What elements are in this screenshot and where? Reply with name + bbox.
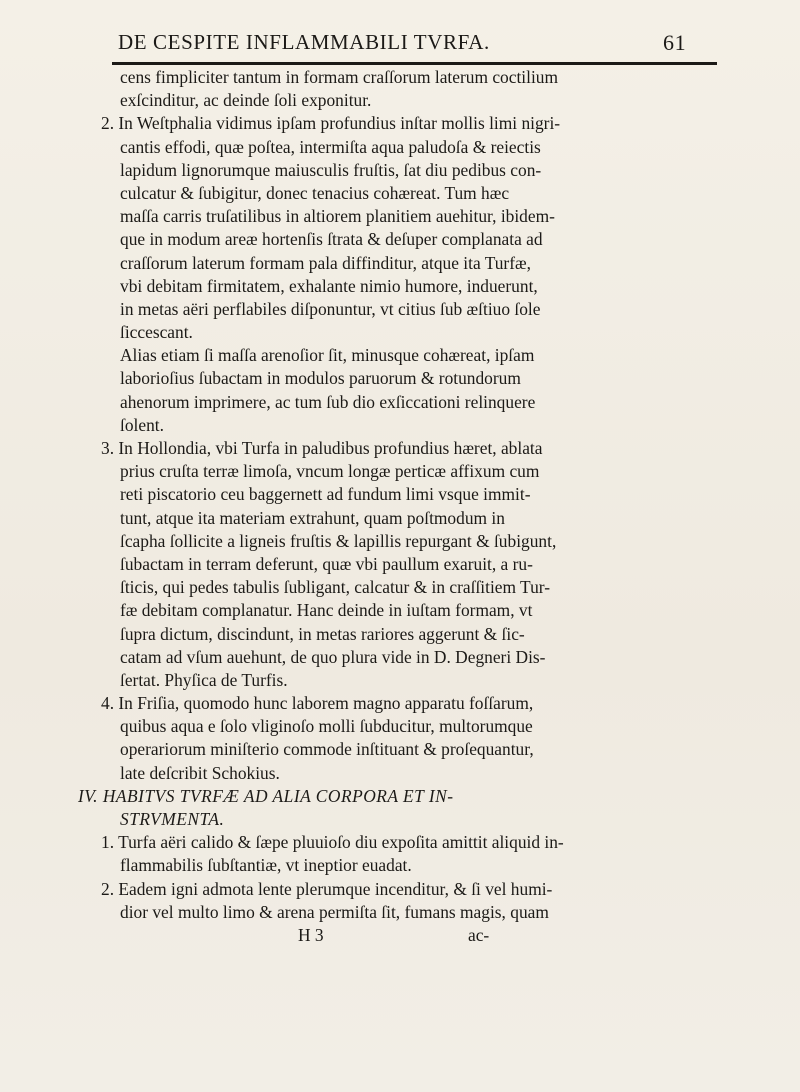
text-line: fæ debitam complanatur. Hanc deinde in iuſtam formam, vt bbox=[120, 600, 533, 621]
text-line: laborioſius ſubactam in modulos paruorum & rotundorum bbox=[120, 368, 521, 389]
text-line: ſticis, qui pedes tabulis ſubligant, calcatur & in craſſitiem Tur- bbox=[120, 577, 550, 598]
text-line: prius cruſta terræ limoſa, vncum longæ perticæ affixum cum bbox=[120, 461, 540, 482]
text-line: exſcinditur, ac deinde ſoli exponitur. bbox=[120, 90, 372, 111]
signature-mark: H 3 bbox=[298, 924, 324, 945]
text-line: craſſorum laterum formam pala diffinditur, atque ita Turfæ, bbox=[120, 252, 531, 273]
signature-line bbox=[78, 924, 728, 947]
text-line: lapidum lignorumque maiusculis fruſtis, ſat diu pedibus con- bbox=[120, 159, 542, 180]
text-line: quibus aqua e ſolo vliginoſo molli ſubducitur, multorumque bbox=[120, 716, 533, 737]
text-line: in metas aëri perflabiles diſponuntur, vt citius ſub æſtiuo ſole bbox=[120, 298, 541, 319]
text-line: tunt, atque ita materiam extrahunt, quam poſtmodum in bbox=[120, 507, 505, 528]
text-line: dior vel multo limo & arena permiſta ſit, fumans magis, quam bbox=[120, 901, 549, 922]
text-line: reti piscatorio ceu baggernett ad fundum limi vsque immit- bbox=[120, 484, 531, 505]
running-title: DE CESPITE INFLAMMABILI TVRFA. bbox=[118, 30, 490, 54]
section-heading: IV. HABITVS TVRFÆ AD ALIA CORPORA ET IN- bbox=[78, 785, 454, 806]
text-line: flammabilis ſubſtantiæ, vt ineptior euadat. bbox=[120, 855, 412, 876]
text-line: cens fimpliciter tantum in formam craſſorum laterum coctilium bbox=[120, 67, 559, 87]
text-line: Alias etiam ſi maſſa arenoſior ſit, minusque cohæreat, ipſam bbox=[120, 345, 535, 366]
text-line: ſolent. bbox=[120, 414, 164, 435]
text-line: culcatur & ſubigitur, donec tenacius cohæreat. Tum hæc bbox=[120, 182, 510, 203]
text-line: 1. Turfa aëri calido & ſæpe pluuioſo diu expoſita amittit aliquid in- bbox=[101, 832, 564, 853]
catchword: ac- bbox=[467, 924, 490, 945]
text-line: ſertat. Phyſica de Turfis. bbox=[120, 669, 288, 690]
text-line: ſubactam in terram deferunt, quæ vbi paullum exaruit, a ru- bbox=[120, 553, 533, 574]
text-line: vbi debitam firmitatem, exhalante nimio humore, induerunt, bbox=[120, 275, 538, 296]
text-line: ſiccescant. bbox=[120, 322, 193, 343]
text-line: operariorum miniſterio commode inſtituant & proſequantur, bbox=[120, 739, 534, 760]
text-line: 4. In Friſia, quomodo hunc laborem magno apparatu foſſarum, bbox=[101, 693, 534, 714]
text-line: late deſcribit Schokius. bbox=[120, 762, 280, 783]
body-text bbox=[78, 66, 728, 947]
text-line: cantis effodi, quæ poſtea, intermiſta aqua paludoſa & reiectis bbox=[120, 136, 541, 157]
text-line: ſcapha ſollicite a ligneis fruſtis & lapillis repurgant & ſubigunt, bbox=[120, 530, 557, 551]
text-line: que in modum areæ hortenſis ſtrata & deſuper complanata ad bbox=[120, 229, 543, 250]
text-line: maſſa carris truſatilibus in altiorem planitiem auehitur, ibidem- bbox=[120, 206, 555, 227]
text-line: 3. In Hollondia, vbi Turfa in paludibus profundius hæret, ablata bbox=[101, 438, 543, 458]
text-line: ahenorum imprimere, ac tum ſub dio exſiccationi relinquere bbox=[120, 391, 536, 412]
text-line: 2. In Weſtphalia vidimus ipſam profundius inſtar mollis limi nigri- bbox=[101, 113, 561, 134]
page-number: 61 bbox=[663, 30, 687, 55]
text-line: catam ad vſum auehunt, de quo plura vide in D. Degneri Dis- bbox=[120, 646, 546, 667]
section-heading-cont: STRVMENTA. bbox=[120, 809, 225, 829]
running-head bbox=[118, 30, 718, 60]
header-rule bbox=[112, 62, 717, 65]
text-line: ſupra dictum, discindunt, in metas rariores aggerunt & ſic- bbox=[120, 623, 525, 644]
text-line: 2. Eadem igni admota lente plerumque incenditur, & ſi vel humi- bbox=[101, 878, 553, 899]
